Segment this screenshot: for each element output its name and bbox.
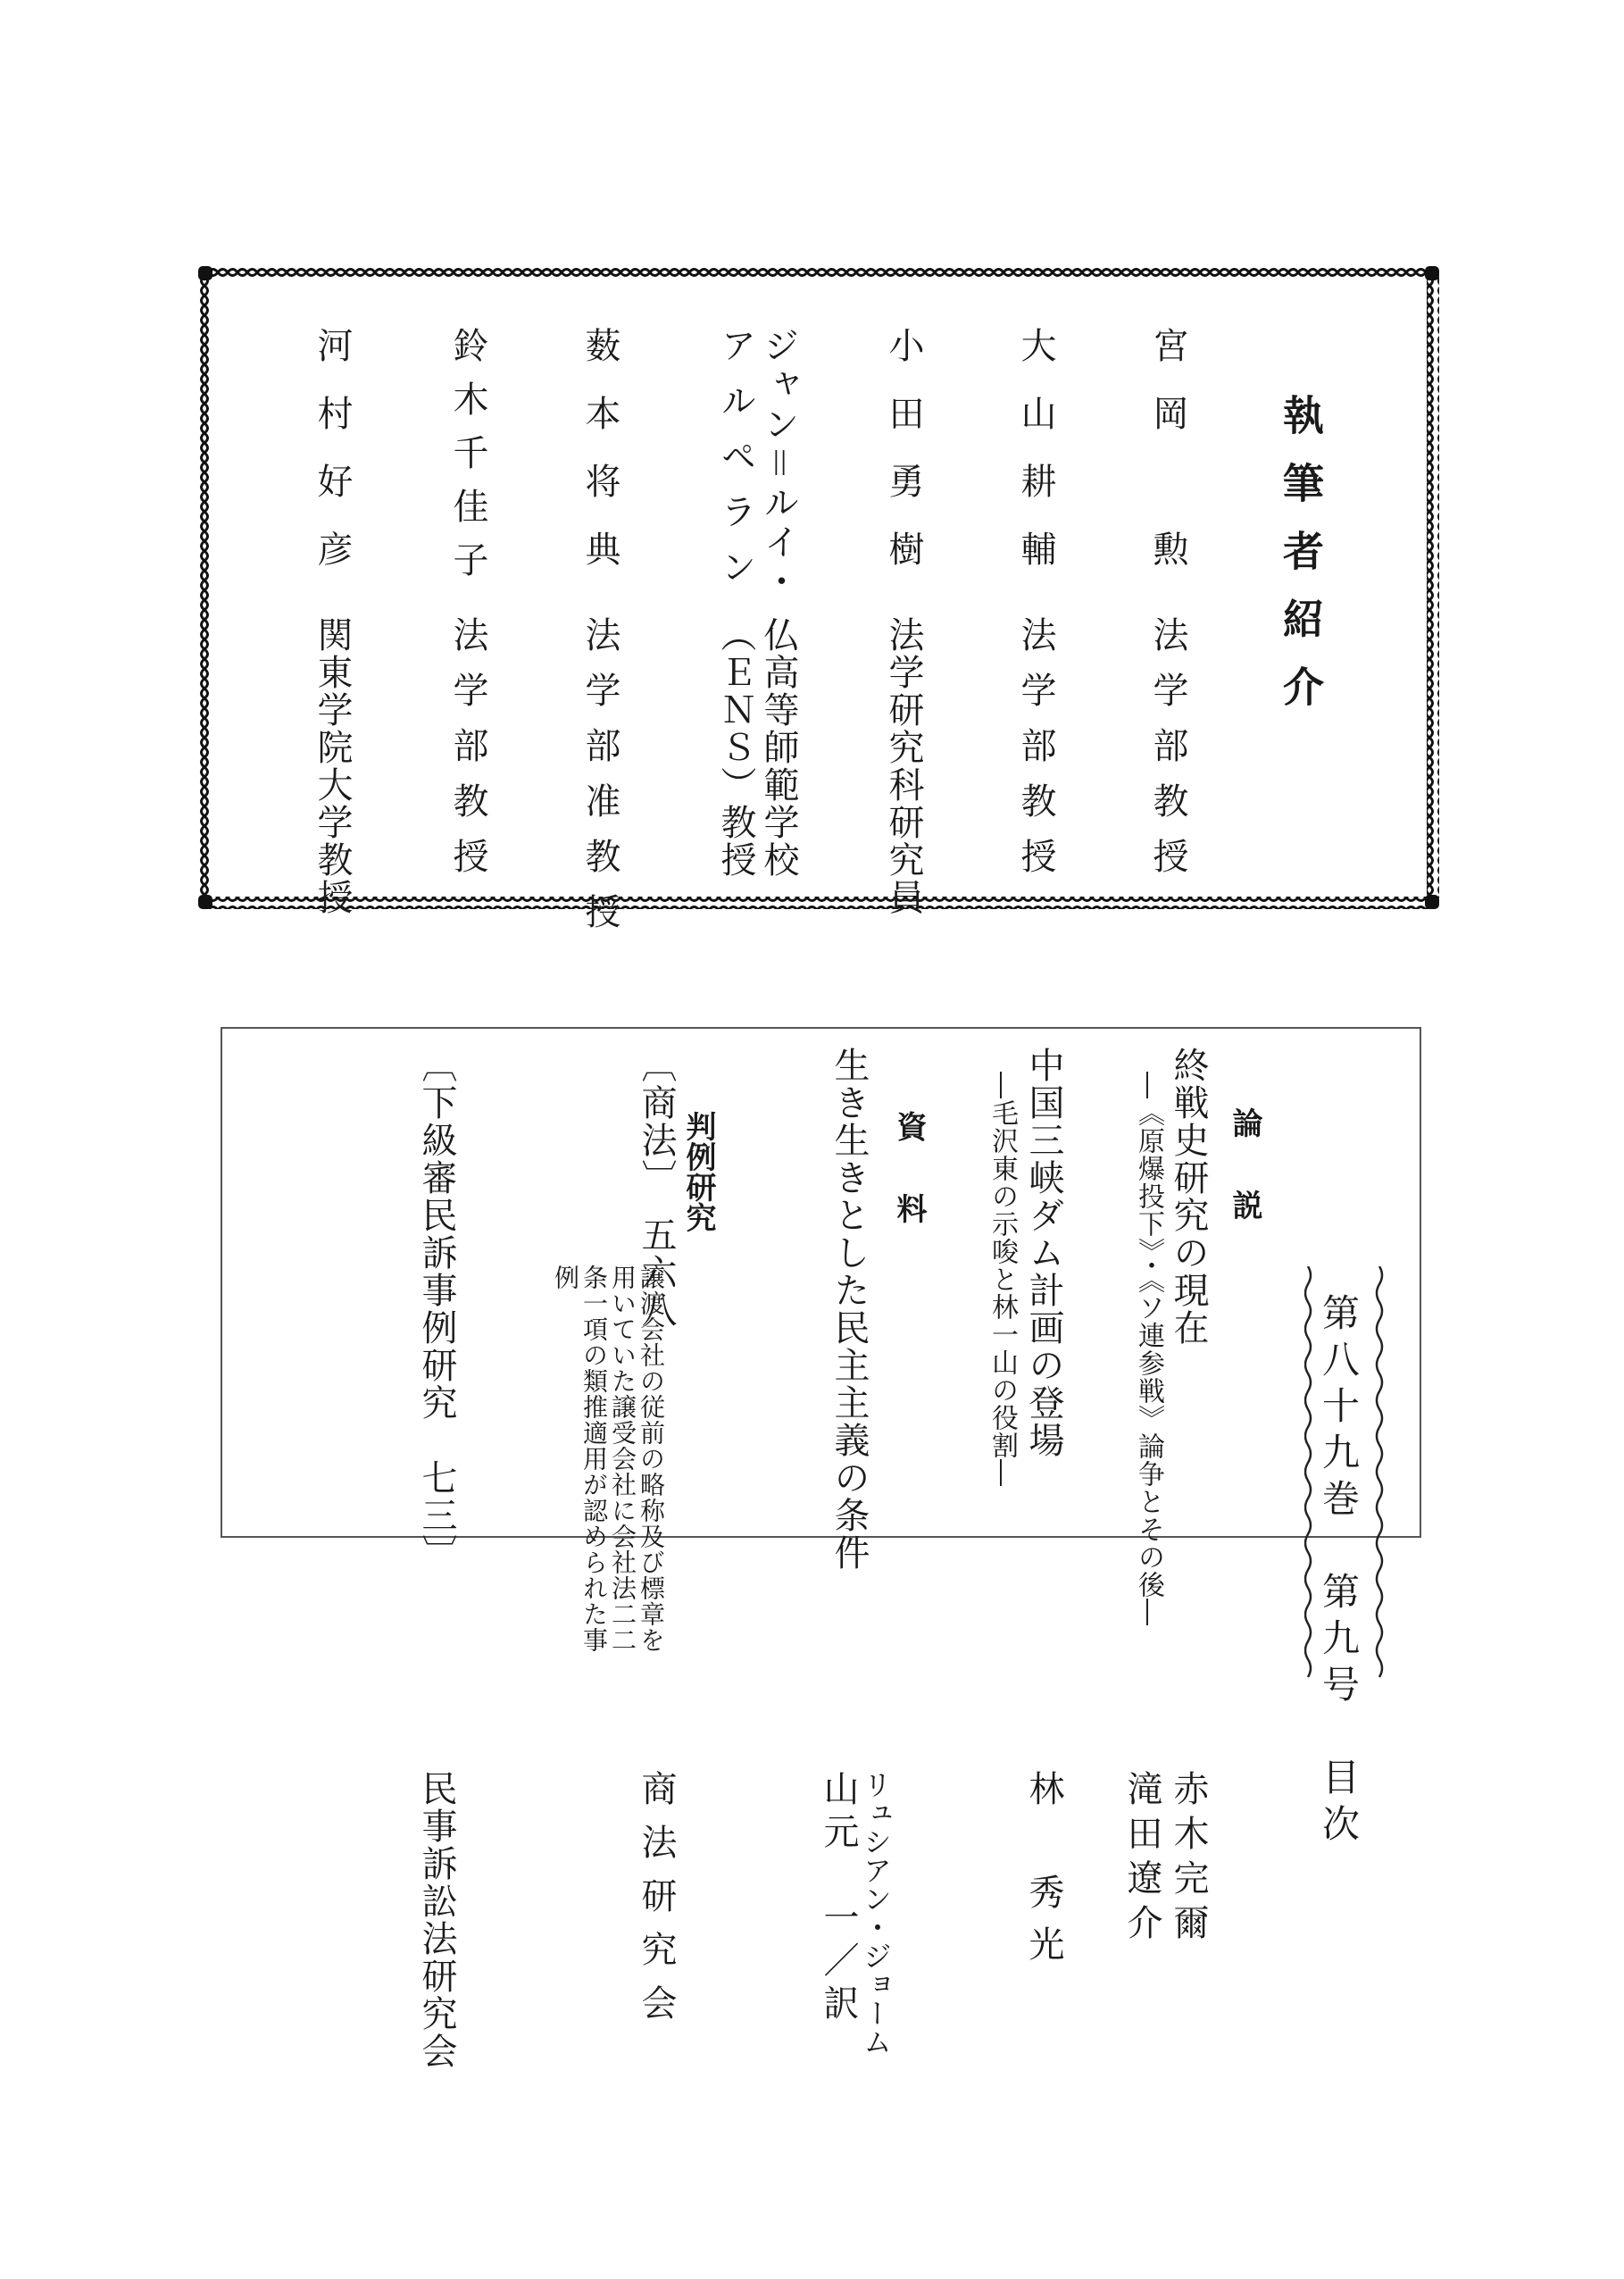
- contributor-name: 薮本将典: [579, 327, 620, 598]
- article-author: リュシアン・ジョーム: [859, 1770, 893, 2056]
- contributors-box: [198, 266, 1439, 948]
- case-description: 条一項の類推適用が認められた事: [579, 1265, 609, 1653]
- contributor-affiliation: 法学部教授: [1147, 616, 1188, 893]
- article-title: 中国三峡ダム計画の登場: [1023, 1047, 1064, 1459]
- case-author: 商法研究会: [636, 1770, 677, 2038]
- article-subtitle: ―毛沢東の示唆と林一山の役割―: [987, 1072, 1018, 1487]
- article-title: 終戦史研究の現在: [1168, 1047, 1209, 1347]
- case-label: 〔下級審民訴事例研究 七三〕: [416, 1047, 457, 1572]
- article-author: 滝田遼介: [1121, 1770, 1162, 1949]
- article-title: 生き生きとした民主主義の条件: [829, 1047, 870, 1572]
- contributor-name: 小田勇樹: [883, 327, 924, 598]
- article-subtitle: ―《原爆投下》・《ソ連参戦》論争とその後―: [1133, 1072, 1164, 1626]
- section-heading: 資 料: [891, 1111, 927, 1234]
- contributor-name-line1: ジャン＝ルイ・: [758, 327, 799, 602]
- article-author: 林 秀光: [1023, 1770, 1064, 1977]
- case-label: 〔商法〕 五六八: [636, 1047, 677, 1329]
- contributor-name: 河村好彦: [312, 327, 353, 598]
- section-heading: 判例研究: [680, 1111, 716, 1232]
- article-author: 赤木完爾: [1168, 1770, 1209, 1949]
- contributor-affiliation: 法学部准教授: [579, 616, 620, 948]
- contributor-affiliation-line2: （ＥＮＳ）教授: [715, 616, 756, 879]
- contributor-name-line2: アルペラン: [715, 327, 756, 604]
- case-author: 民事訴訟法研究会: [416, 1770, 457, 2070]
- contributor-affiliation: 法学部教授: [447, 616, 488, 893]
- contributor-affiliation-line1: 仏高等師範学校: [758, 616, 799, 879]
- contributor-name: 宮岡 勲: [1147, 327, 1188, 598]
- case-description: 譲渡会社の従前の略称及び標章を: [637, 1265, 666, 1653]
- case-description: 用いていた譲受会社に会社法二二: [608, 1265, 637, 1653]
- table-of-contents: [221, 1027, 1421, 2070]
- contributor-affiliation: 法学部教授: [1015, 616, 1056, 893]
- contributor-affiliation: 法学研究科研究員: [883, 616, 924, 916]
- article-translator: 山元 一／訳: [818, 1770, 859, 2027]
- section-heading: 論 説: [1227, 1107, 1262, 1231]
- contributor-affiliation: 関東学院大学教授: [312, 616, 353, 916]
- contributor-name: 鈴木千佳子: [447, 327, 488, 595]
- volume-title: 第八十九巻 第九号 目次: [1317, 1293, 1361, 1850]
- case-description: 例: [551, 1265, 580, 1290]
- contributor-name: 大山耕輔: [1015, 327, 1056, 598]
- contributors-heading: 執筆者紹介: [1277, 394, 1325, 733]
- decorative-border: [198, 266, 1439, 909]
